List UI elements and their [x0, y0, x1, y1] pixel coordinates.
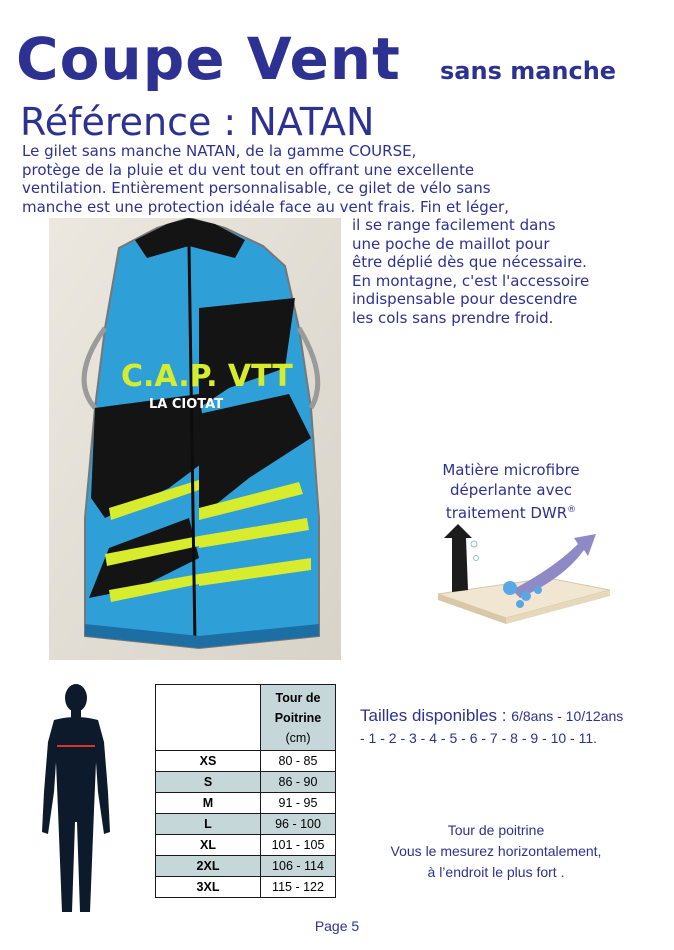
description-line: indispensable pour descendre	[352, 290, 578, 309]
description-line: ventilation. Entièrement personnalisable, ce gilet de vélo sans	[22, 179, 491, 198]
page-number: Page 5	[314, 918, 360, 934]
size-cell: L	[156, 814, 261, 835]
registered-mark: ®	[567, 505, 577, 515]
description-line: manche est une protection idéale face au vent frais. Fin et léger,	[22, 197, 509, 216]
page-title: Coupe Vent	[16, 25, 401, 93]
description-line: une poche de maillot pour	[352, 234, 550, 253]
table-row	[156, 793, 336, 814]
size-cell: 3XL	[156, 877, 261, 898]
material-line: traitement DWR	[445, 504, 568, 522]
table-row	[156, 772, 336, 793]
table-row	[156, 835, 336, 856]
table-header-empty	[156, 685, 261, 751]
description-line: Le gilet sans manche NATAN, de la gamme COURSE,	[22, 142, 417, 160]
sizes-list: - 1 - 2 - 3 - 4 - 5 - 6 - 7 - 8 - 9 - 10 - 11.	[360, 730, 598, 746]
table-row	[156, 877, 336, 898]
measure-line: Vous le mesurez horizontalement,	[390, 843, 602, 859]
chest-cell: 101 - 105	[261, 835, 336, 856]
table-row	[156, 814, 336, 835]
chest-cell: 86 - 90	[261, 772, 336, 793]
sizes-kids: 6/8ans - 10/12ans	[511, 708, 624, 724]
sizes-line	[360, 704, 623, 728]
size-cell: M	[156, 793, 261, 814]
description-line: En montagne, c'est l'accessoire	[352, 271, 590, 290]
material-line: déperlante avec	[450, 481, 572, 499]
sizes-label: Tailles disponibles :	[360, 706, 512, 725]
product-reference: Référence : NATAN	[20, 100, 375, 144]
page-subtitle: sans manche	[440, 57, 617, 85]
material-line: Matière microfibre	[442, 461, 580, 479]
vest-photo	[49, 218, 341, 660]
size-cell: S	[156, 772, 261, 793]
size-cell: XS	[156, 751, 261, 772]
description-line: protège de la pluie et du vent tout en offrant une excellente	[22, 160, 475, 179]
description-right-column	[352, 216, 589, 328]
header-line: Poitrine	[274, 710, 322, 725]
table-row	[156, 856, 336, 877]
material-line-with-mark	[396, 500, 626, 523]
vest-subtext: LA CIOTAT	[149, 397, 224, 412]
description-line: être déplié dès que nécessaire.	[352, 253, 587, 272]
table-header-row	[156, 685, 336, 751]
description-line: les cols sans prendre froid.	[352, 308, 554, 327]
chest-cell: 80 - 85	[261, 751, 336, 772]
dwr-fabric-illustration	[428, 524, 618, 630]
vest-chest-text: C.A.P. VTT	[121, 359, 293, 394]
header-line: Tour de	[275, 690, 321, 705]
chest-cell: 106 - 114	[261, 856, 336, 877]
size-cell: XL	[156, 835, 261, 856]
chest-cell: 91 - 95	[261, 793, 336, 814]
material-caption	[396, 460, 626, 523]
measure-instructions	[360, 820, 632, 883]
header-line: (cm)	[285, 730, 311, 745]
description-full-width	[22, 142, 509, 216]
measure-line: Tour de poitrine	[447, 822, 545, 838]
measure-line: à l’endroit le plus fort .	[427, 864, 565, 880]
chest-cell: 96 - 100	[261, 814, 336, 835]
table-row	[156, 751, 336, 772]
description-line: il se range facilement dans	[352, 216, 556, 234]
available-sizes	[360, 704, 623, 748]
chest-cell: 115 - 122	[261, 877, 336, 898]
size-table	[155, 684, 336, 898]
body-silhouette-icon	[40, 682, 112, 914]
table-header-chest	[261, 685, 336, 751]
size-cell: 2XL	[156, 856, 261, 877]
